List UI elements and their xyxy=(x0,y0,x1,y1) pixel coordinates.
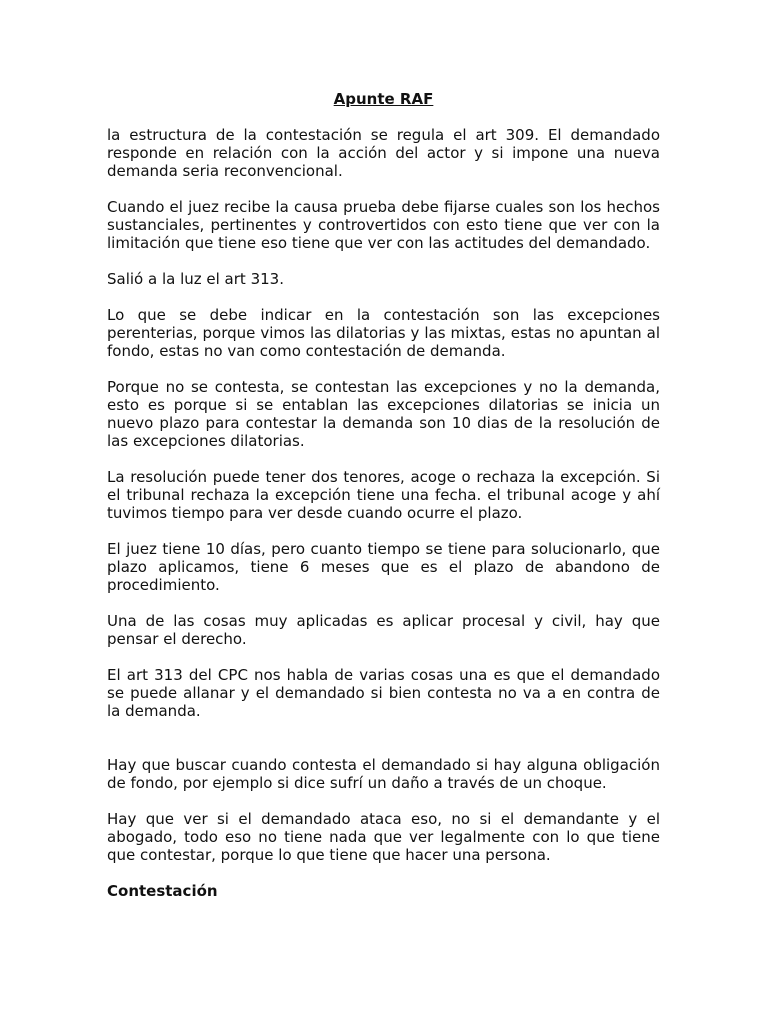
paragraph: Cuando el juez recibe la causa prueba debe fijarse cuales son los hechos sustanciales, pertinentes y controvertidos con esto tiene que ver con la limitación que tiene eso tiene que ver con las actitudes del demandado. xyxy=(107,198,660,252)
document-title: Apunte RAF xyxy=(333,90,434,108)
paragraph: Porque no se contesta, se contestan las excepciones y no la demanda, esto es porque si se entablan las excepciones dilatorias se inicia un nuevo plazo para contestar la demanda son 10 dias de la resolución de las excepciones dilatorias. xyxy=(107,378,660,450)
document-page xyxy=(107,90,660,900)
paragraph: Una de las cosas muy aplicadas es aplicar procesal y civil, hay que pensar el derecho. xyxy=(107,612,660,648)
paragraph: Hay que ver si el demandado ataca eso, no si el demandante y el abogado, todo eso no tiene nada que ver legalmente con lo que tiene que contestar, porque lo que tiene que hacer una persona. xyxy=(107,810,660,864)
paragraph: El juez tiene 10 días, pero cuanto tiempo se tiene para solucionarlo, que plazo aplicamos, tiene 6 meses que es el plazo de abandono de procedimiento. xyxy=(107,540,660,594)
paragraph: La resolución puede tener dos tenores, acoge o rechaza la excepción. Si el tribunal rechaza la excepción tiene una fecha. el tribunal acoge y ahí tuvimos tiempo para ver desde cuando ocurre el plazo. xyxy=(107,468,660,522)
paragraph: Salió a la luz el art 313. xyxy=(107,270,284,288)
paragraph: la estructura de la contestación se regula el art 309. El demandado responde en relación con la acción del actor y si impone una nueva demanda seria reconvencional. xyxy=(107,126,660,180)
section-heading: Contestación xyxy=(107,882,218,900)
blank-line xyxy=(107,738,660,756)
paragraph: El art 313 del CPC nos habla de varias cosas una es que el demandado se puede allanar y el demandado si bien contesta no va a en contra de la demanda. xyxy=(107,666,660,720)
paragraph: Hay que buscar cuando contesta el demandado si hay alguna obligación de fondo, por ejemplo si dice sufrí un daño a través de un choque. xyxy=(107,756,660,792)
paragraph: Lo que se debe indicar en la contestación son las excepciones perenterias, porque vimos las dilatorias y las mixtas, estas no apuntan al fondo, estas no van como contestación de demanda. xyxy=(107,306,660,360)
